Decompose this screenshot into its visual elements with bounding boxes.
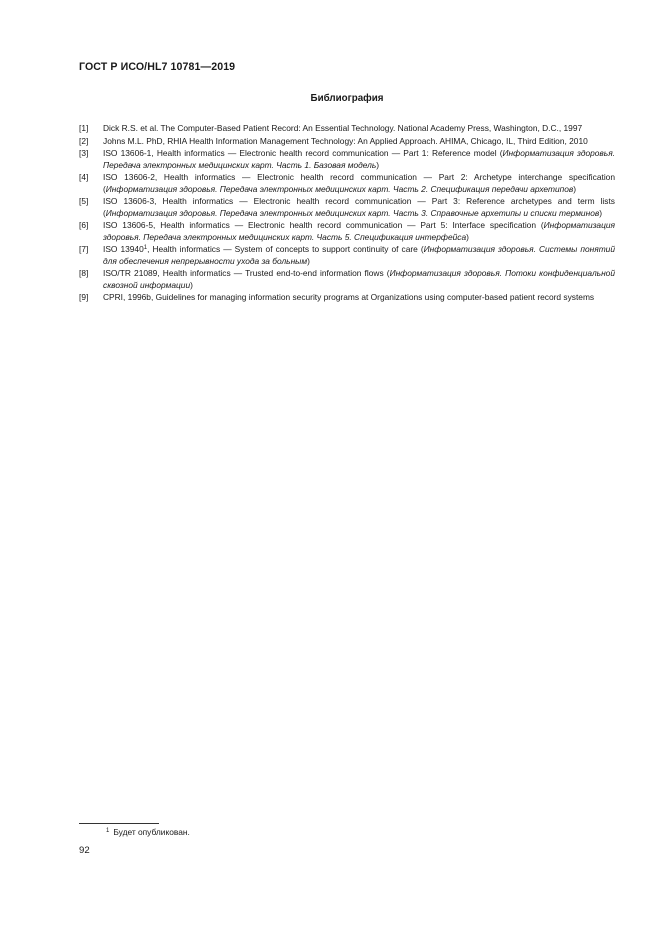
superscript-marker: 1 (143, 245, 148, 252)
bibliography-text (103, 244, 615, 267)
bibliography-item (79, 136, 615, 147)
bibliography-item (79, 148, 615, 171)
bibliography-number: [5] (79, 196, 89, 207)
bibliography-item (79, 268, 615, 291)
bibliography-number: [1] (79, 123, 89, 133)
reference-text: ) (190, 279, 193, 290)
bibliography-text (103, 268, 615, 291)
bibliography-item (79, 244, 615, 267)
russian-title: Информатизация здоровья. Передача электронных медицинских карт. Часть 1. Базовая модель (103, 148, 615, 170)
bibliography-item (79, 123, 615, 134)
russian-title: Информатизация здоровья. Потоки конфиденциальной сквозной информации (103, 268, 615, 290)
reference-text: Johns M.L. PhD, RHIA Health Information Management Technology: An Applied Approach. AHIMA, Chicago, IL, Third Edition, 2010 (103, 135, 588, 146)
reference-text: ISO 13606-2, Health informatics — Electronic health record communication — Part 2: Archetype interchange specification ( (103, 172, 615, 194)
bibliography-number: [6] (79, 220, 89, 231)
reference-text: , Health informatics — System of concepts to support continuity of care ( (147, 244, 424, 255)
bibliography-item (79, 172, 615, 195)
reference-text: Dick R.S. et al. The Computer-Based Patient Record: An Essential Technology. National Academy Press, Washington, D.C., 1997 (103, 123, 583, 133)
footnote-text: Будет опубликован. (113, 827, 190, 837)
reference-text: ISO/TR 21089, Health informatics — Trusted end-to-end information flows ( (103, 268, 390, 279)
reference-text: ) (376, 159, 380, 170)
reference-text: ISO 13606-3, Health informatics — Electronic health record communication — Part 3: Reference archetypes and term lists ( (103, 196, 615, 218)
bibliography-number: [7] (79, 244, 89, 255)
footnote (106, 827, 190, 837)
bibliography-number: [3] (79, 148, 89, 159)
russian-title: Информатизация здоровья. Передача электронных медицинских карт. Часть 2. Спецификация передачи архетипов (105, 183, 574, 194)
bibliography-text (103, 148, 615, 171)
reference-text: ISO 13606-1, Health informatics — Electronic health record communication — Part 1: Reference model ( (103, 148, 503, 159)
section-title: Библиография (310, 93, 384, 104)
russian-title: Информатизация здоровья. Системы понятий для обеспечения непрерывности ухода за больным (103, 244, 615, 266)
bibliography-list (79, 123, 615, 305)
bibliography-text (103, 136, 615, 147)
reference-text: ) (573, 183, 577, 194)
reference-text: ) (466, 231, 469, 242)
reference-text: ISO 13606-5, Health informatics — Electronic health record communication — Part 5: Interface specification ( (103, 220, 544, 231)
bibliography-text (103, 292, 615, 303)
bibliography-item (79, 220, 615, 243)
reference-text: ) (307, 255, 310, 266)
footnote-rule (79, 823, 159, 824)
bibliography-text (103, 123, 615, 134)
standard-designation: ГОСТ Р ИСО/HL7 10781—2019 (79, 61, 236, 73)
bibliography-item (79, 196, 615, 219)
bibliography-number: [9] (79, 292, 89, 303)
bibliography-text (103, 172, 615, 195)
page-number: 92 (79, 845, 90, 856)
bibliography-number: [4] (79, 172, 89, 183)
russian-title: Информатизация здоровья. Передача электронных медицинских карт. Часть 3. Справочные архетипы и списки терминов (105, 207, 600, 218)
bibliography-number: [2] (79, 135, 89, 146)
bibliography-text (103, 220, 615, 243)
reference-text: ) (599, 207, 603, 218)
reference-text: CPRI, 1996b, Guidelines for managing information security programs at Organizations using computer-based patient record systems (103, 292, 595, 303)
bibliography-item (79, 292, 615, 303)
russian-title: Информатизация здоровья. Передача электронных медицинских карт. Часть 5. Спецификация интерфейса (103, 220, 615, 242)
reference-text: ISO 13940 (103, 244, 144, 255)
bibliography-text (103, 196, 615, 219)
footnote-marker: 1 (106, 828, 110, 834)
bibliography-number: [8] (79, 268, 89, 279)
